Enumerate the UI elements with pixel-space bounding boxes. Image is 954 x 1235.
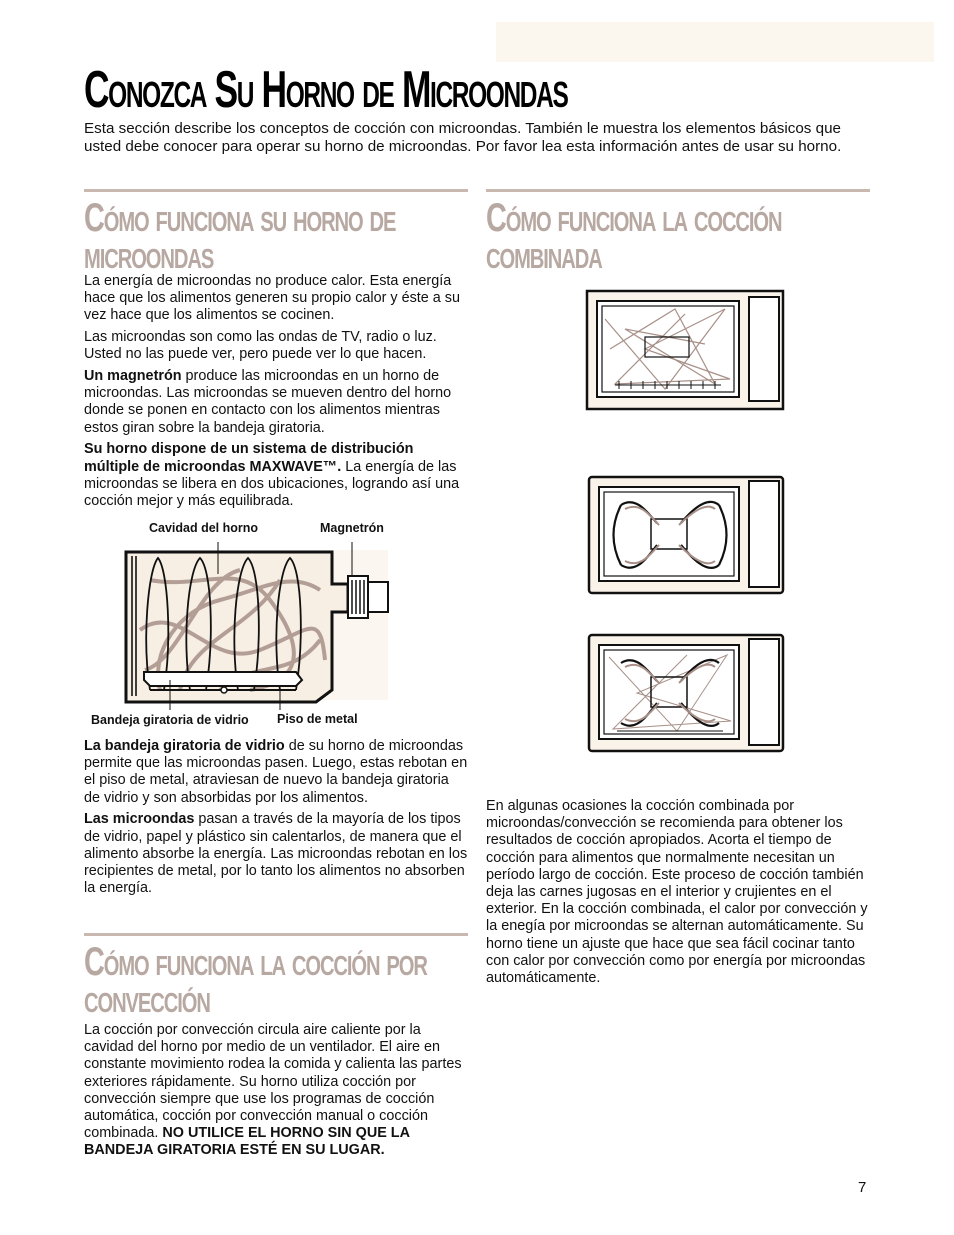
page-title: Conozca Su Horno de Microondas [84, 61, 568, 119]
convection-text [84, 1022, 468, 1164]
microwave-p6-rest: pasan a través de la mayoría de los tipos de vidrio, papel y plástico sin calentarlos, de manera que el alimento absorbe la energía. Las microondas rebotan en los recipientes de metal, por lo tanto los alimentos no absorben la energía. [84, 811, 468, 897]
oven-illustration-microwave [585, 289, 785, 411]
microwave-p4 [84, 441, 468, 510]
convection-p1-text: La cocción por convección circula aire caliente por la cavidad del horno por medio de un ventilador. El aire en constante movimiento rodea la comida y calienta las partes exteriores rápidamente. Su horno utiliza cocción por convección siempre que use los programas de cocción automática, cocción por convección manual o cocción combinada. [84, 1022, 462, 1142]
microwave-p2: Las microondas son como las ondas de TV, radio o luz. Usted no las puede ver, pero puede ver lo que hacen. [84, 329, 437, 363]
microwave-p4-rest: La energía de las microondas se libera en dos ubicaciones, logrando así una cocción mejor y más equilibrada. [84, 458, 460, 509]
label-oven-cavity: Cavidad del horno [149, 521, 259, 535]
combination-text [486, 798, 870, 992]
section-title-microwave-line1: Cómo funciona su horno de [84, 196, 396, 240]
microwave-p5-rest: de su horno de microondas permite que las microondas pasen. Luego, estas rebotan en el piso de metal, atraviesan de nuevo la bandeja giratoria de vidrio y son absorbidas por los alimentos. [84, 738, 468, 806]
microwave-p5-bold: La bandeja giratoria de vidrio [84, 738, 285, 754]
microwave-p3-bold: Un magnetrón [84, 368, 182, 385]
section-title-combination-line1: Cómo funciona la cocción [486, 196, 782, 240]
intro-paragraph: Esta sección describe los conceptos de cocción con microondas. También le muestra los elementos básicos que usted debe conocer para operar su horno de microondas. Por favor lea esta información antes de usar su horno. [84, 120, 842, 155]
section-title-convection-line2: convección [84, 977, 210, 1021]
microwave-p5 [84, 738, 468, 807]
section-title-microwave [84, 196, 396, 277]
section-title-combination-line2: combinada [486, 233, 602, 277]
page-number: 7 [858, 1179, 867, 1196]
section-title-microwave-line2: microondas [84, 233, 214, 277]
section-rule-combination [486, 189, 870, 192]
section-rule-microwave [84, 189, 468, 192]
section-title-convection-line1: Cómo funciona la cocción por [84, 940, 427, 984]
header-band [496, 22, 934, 62]
section-title-combination [486, 196, 782, 277]
section-rule-convection [84, 933, 468, 936]
oven-illustration-convection [587, 475, 785, 595]
microwave-p6-bold: Las microondas [84, 811, 195, 828]
microwave-p6 [84, 811, 468, 897]
microwave-p3 [84, 368, 468, 437]
label-metal-floor: Piso de metal [277, 712, 358, 726]
section-title-convection [84, 940, 427, 1021]
convection-p1-bold: NO UTILICE EL HORNO SIN QUE LA BANDEJA GIRATORIA ESTÉ EN SU LUGAR. [84, 1125, 410, 1159]
label-magnetron: Magnetrón [320, 521, 384, 535]
label-glass-tray: Bandeja giratoria de vidrio [91, 713, 249, 727]
microwave-text-bottom [84, 738, 468, 902]
combination-p1: En algunas ocasiones la cocción combinada por microondas/convección se recomienda para obtener los resultados de cocción apropiados. Acorta el tiempo de cocción para alimentos que normalmente necesitan un período largo de cocción. Este proceso de cocción también deja las carnes jugosas en el interior y crujientes en el exterior. En la cocción combinada, el calor por convección y la enegía por microondas se alternan automáticamente. Su horno tiene un ajuste que hace que sea fácil cocinar tanto con calor por convección como por energía por microondas automáticamente. [486, 798, 868, 987]
microwave-text-top [84, 273, 468, 515]
convection-p1 [84, 1022, 468, 1160]
microwave-p3-rest: produce las microondas en un horno de microondas. Las microondas se mueven dentro del horno donde se ponen en contacto con los alimentos mientras estos giran sobre la bandeja giratoria. [84, 368, 452, 436]
oven-cavity-diagram [120, 540, 395, 712]
microwave-p1: La energía de microondas no produce calor. Esta energía hace que los alimentos generen su propio calor y éste a su vez hace que los alimentos se cocinen. [84, 273, 460, 324]
oven-illustration-combination [587, 633, 785, 753]
microwave-p4-bold: Su horno dispone de un sistema de distribución múltiple de microondas MAXWAVE™. [84, 441, 414, 475]
